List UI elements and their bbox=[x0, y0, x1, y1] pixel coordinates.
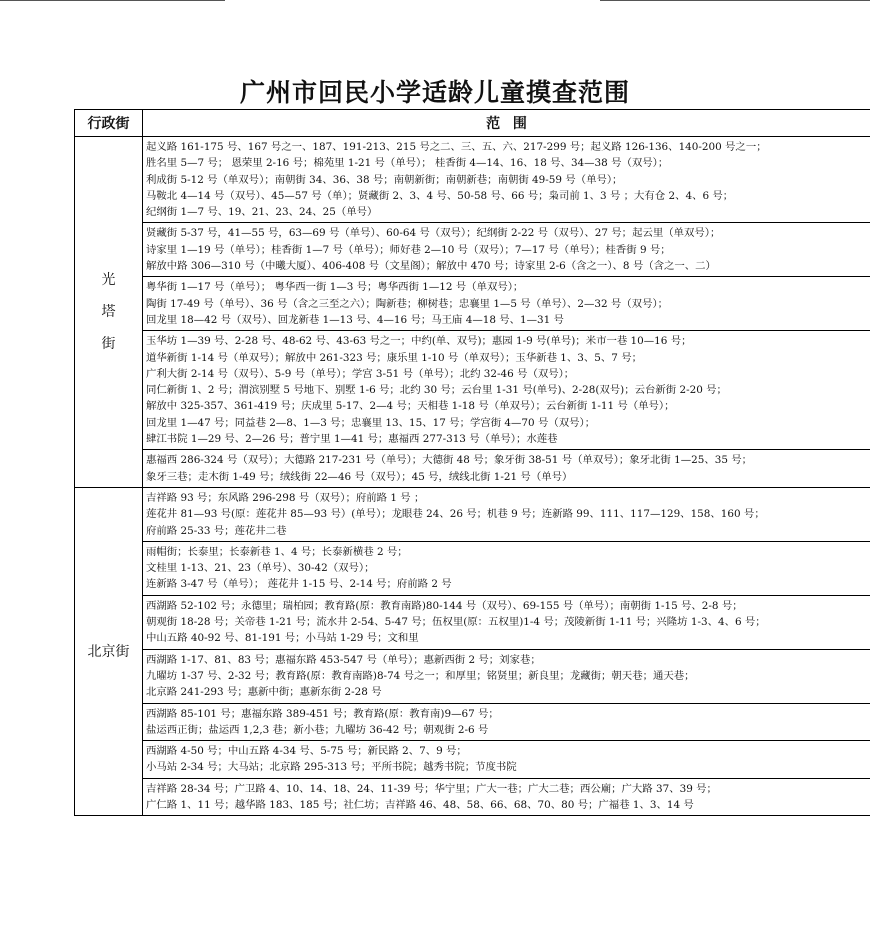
range-line: 雨帽街；长泰里；长泰新巷 1、4 号；长泰新横巷 2 号； bbox=[146, 545, 408, 558]
range-line: 北京路 241-293 号；惠新中街；惠新东街 2-28 号 bbox=[146, 686, 382, 699]
range-line: 解放中 325-357、361-419 号；庆成里 5-17、2—4 号；天相巷 1-18 号（单双号）；云台新街 1-11 号（单号）； bbox=[146, 400, 675, 413]
top-left-rule bbox=[0, 0, 225, 1]
table-row bbox=[75, 649, 870, 703]
table-row bbox=[75, 450, 870, 488]
range-line: 象牙三巷；走木街 1-49 号；绒线街 22—46 号（双号）；45 号，绒线北街 1-21 号（单号） bbox=[146, 470, 573, 483]
top-right-rule bbox=[600, 0, 870, 1]
header-range: 范 围 bbox=[143, 110, 870, 137]
table-row bbox=[75, 277, 870, 331]
range-cell bbox=[143, 137, 870, 223]
table-row bbox=[75, 223, 870, 277]
range-line: 连新路 3-47 号（单号）； 莲花井 1-15 号、2-14 号；府前路 2 号 bbox=[146, 578, 452, 591]
range-line: 西湖路 4-50 号；中山五路 4-34 号、5-75 号；新民路 2、7、9 号； bbox=[146, 745, 467, 758]
table-row bbox=[75, 741, 870, 779]
range-cell bbox=[143, 277, 870, 331]
range-line: 九曜坊 1-37 号、2-32 号；教育路(原：教育南路)8-74 号之一；和厚里；铭贤里；新良里；龙藏街；朝天巷；通天巷； bbox=[146, 669, 695, 682]
range-line: 西湖路 52-102 号；永德里；瑞柏园；教育路(原：教育南路)80-144 号（双号）、69-155 号（单号）；南朝街 1-15 号、2-8 号； bbox=[146, 599, 743, 612]
range-cell bbox=[143, 487, 870, 541]
range-cell bbox=[143, 649, 870, 703]
range-line: 回龙里 18—42 号（双号）、回龙新巷 1—13 号、4—16 号；马王庙 4—18 号、1—31 号 bbox=[146, 313, 564, 326]
range-cell bbox=[143, 703, 870, 741]
page-title: 广州市回民小学适龄儿童摸查范围 bbox=[239, 78, 630, 107]
range-line: 起义路 161-175 号、167 号之一、187、191-213、215 号之二、三、五、六、217-299 号；起义路 126-136、140-200 号之一； bbox=[146, 141, 767, 153]
street-name-cell bbox=[75, 137, 143, 488]
street-name-char: 光 bbox=[101, 271, 116, 288]
range-line: 中山五路 40-92 号、81-191 号；小马站 1-29 号；文和里 bbox=[146, 632, 419, 645]
range-cell bbox=[143, 778, 870, 816]
table-row bbox=[75, 331, 870, 450]
range-line: 回龙里 1—47 号；同益巷 2—8、1—3 号；忠襄里 13、15、17 号；学宫街 4—70 号（双号）； bbox=[146, 416, 596, 429]
table-row bbox=[75, 595, 870, 649]
range-line: 利成街 5-12 号（单双号）；南朝街 34、36、38 号；南朝新街；南朝新巷；南朝街 49-59 号（单号）； bbox=[146, 173, 623, 186]
range-line: 道华新街 1-14 号（单双号）；解放中 261-323 号；康乐里 1-10 号（单双号）；玉华新巷 1、3、5、7 号； bbox=[146, 351, 642, 364]
street-name-cell bbox=[75, 487, 143, 815]
range-line: 陶街 17-49 号（单号）、36 号（含之三至之六）；陶新巷；柳树巷；忠襄里 1—5 号（单号）、2—32 号（双号）； bbox=[146, 297, 669, 310]
table-row bbox=[75, 778, 870, 816]
street-name-char: 塔 bbox=[101, 303, 116, 320]
range-line: 纪纲街 1—7 号、19、21、23、24、25（单号） bbox=[146, 206, 378, 219]
range-line: 朝观街 18-28 号；关帝巷 1-21 号；流水井 2-54、5-47 号；伍权里(原：五权里)1-4 号；茂陵新街 1-11 号；兴隆坊 1-3、4、6 号； bbox=[146, 616, 766, 629]
range-cell bbox=[143, 595, 870, 649]
range-line: 同仁新街 1、2 号；渭滨别墅 5 号地下、别墅 1-6 号；北约 30 号；云台里 1-31 号(单号)、2-28(双号)；云台新街 2-20 号； bbox=[146, 384, 727, 397]
range-table bbox=[74, 109, 870, 816]
table-header-row bbox=[75, 110, 870, 137]
range-line: 粤华街 1—17 号（单号）； 粤华西一街 1—3 号；粤华西街 1—12 号（单双号）； bbox=[146, 281, 524, 294]
range-line: 马鞍北 4—14 号（双号）、45—57 号（单）；贤藏街 2、3、4 号、50-58 号、66 号；枭司前 1、3 号 ；大有仓 2、4、6 号； bbox=[146, 189, 734, 202]
range-line: 肆江书院 1—29 号、2—26 号；普宁里 1—41 号；惠福西 277-313 号（单号）；水莲巷 bbox=[146, 433, 558, 446]
range-line: 广仁路 1、11 号；越华路 183、185 号；社仁坊；吉祥路 46、48、58、66、68、70、80 号；广福巷 1、3、14 号 bbox=[146, 798, 694, 811]
table-row bbox=[75, 703, 870, 741]
street-name-char: 街 bbox=[101, 335, 116, 352]
range-line: 府前路 25-33 号；莲花井二巷 bbox=[146, 524, 287, 537]
range-line: 吉祥路 93 号；东风路 296-298 号（双号）；府前路 1 号 ； bbox=[146, 491, 425, 504]
range-line: 解放中路 306—310 号（中曦大厦）、406-408 号（文星阁）；解放中 470 号；诗家里 2-6（含之一）、8 号（含之一、二） bbox=[146, 260, 716, 273]
range-line: 西湖路 85-101 号；惠福东路 389-451 号；教育路(原：教育南)9—67 号； bbox=[146, 707, 499, 720]
range-cell bbox=[143, 741, 870, 779]
range-line: 西湖路 1-17、81、83 号；惠福东路 453-547 号（单号）；惠新西街 2 号；刘家巷； bbox=[146, 653, 541, 666]
range-line: 诗家里 1—19 号（单号）；桂香街 1—7 号（单号）；师好巷 2—10 号（双号）；7—17 号（单号）；桂香街 9 号； bbox=[146, 243, 671, 256]
range-line: 小马站 2-34 号；大马站；北京路 295-313 号；平所书院；越秀书院；节度书院 bbox=[146, 761, 517, 774]
range-line: 胜名里 5—7 号； 恩荣里 2-16 号；棉苑里 1-21 号（单号）； 桂香街 4—14、16、18 号、34—38 号（双号）； bbox=[146, 157, 669, 170]
range-line: 吉祥路 28-34 号；广卫路 4、10、14、18、24、11-39 号；华宁里；广大一巷；广大二巷；西公廟；广大路 37、39 号； bbox=[146, 782, 717, 795]
range-line: 玉华坊 1—39 号、2-28 号、48-62 号、43-63 号之一；中约(单、双号)；惠园 1-9 号(单号)；米市一巷 10—16 号； bbox=[146, 335, 692, 348]
range-line: 贤藏街 5-37 号，41—55 号，63—69 号（单号）、60-64 号（双号）；纪纲街 2-22 号（双号）、27 号；起云里（单双号）； bbox=[146, 227, 721, 240]
range-line: 惠福西 286-324 号（双号）；大德路 217-231 号（单号）；大德街 48 号；象牙街 38-51 号（单双号）；象牙北街 1—25、35 号； bbox=[146, 454, 753, 467]
table-row bbox=[75, 137, 870, 223]
table-row bbox=[75, 487, 870, 541]
header-street: 行政街 bbox=[75, 110, 143, 137]
range-line: 盐运西正街；盐运西 1,2,3 巷；新小巷；九曜坊 36-42 号；朝观街 2-6 号 bbox=[146, 723, 489, 736]
range-cell bbox=[143, 450, 870, 488]
range-line: 广利大街 2-14 号（双号）、5-9 号（单号）；学宫 3-51 号（单号）；北约 32-46 号（双号）； bbox=[146, 367, 575, 380]
range-cell bbox=[143, 331, 870, 450]
range-line: 莲花井 81—93 号(原：莲花井 85—93 号）(单号）；龙眼巷 24、26 号；机巷 9 号；连新路 99、111、117—129、158、160 号； bbox=[146, 508, 765, 521]
range-line: 文桂里 1-13、21、23（单号）、30-42（双号）； bbox=[146, 562, 375, 575]
range-cell bbox=[143, 541, 870, 595]
table-row bbox=[75, 541, 870, 595]
street-name-char: 北京街 bbox=[87, 643, 130, 660]
table-body bbox=[75, 137, 870, 816]
range-cell bbox=[143, 223, 870, 277]
